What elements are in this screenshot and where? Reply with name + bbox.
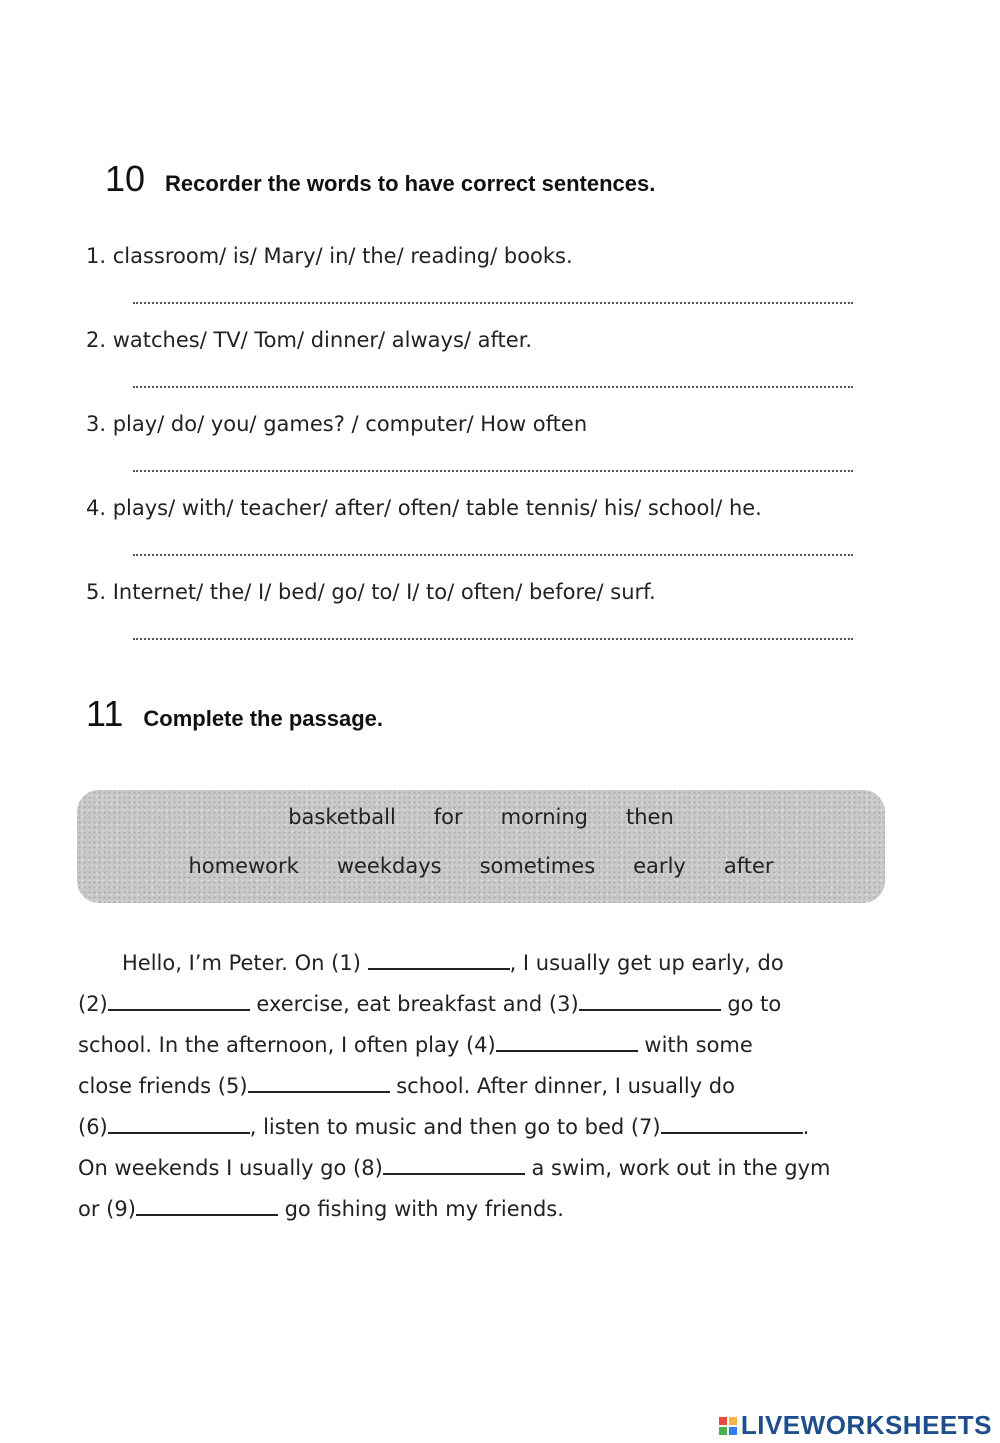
section-title: Recorder the words to have correct sentences. — [165, 171, 656, 196]
blank-5[interactable] — [248, 1073, 390, 1093]
blank-1[interactable] — [368, 950, 510, 970]
logo-squares-icon — [719, 1417, 737, 1435]
logo-square — [719, 1417, 727, 1425]
passage-text: school. After dinner, I usually do — [389, 1074, 735, 1098]
answer-line-1[interactable] — [133, 302, 853, 304]
passage-text: (2) — [78, 992, 108, 1016]
passage-text: go fishing with my friends. — [277, 1197, 564, 1221]
passage-line-4 — [78, 1073, 886, 1098]
answer-line-5[interactable] — [133, 638, 853, 640]
blank-9[interactable] — [136, 1196, 278, 1216]
word-bank-word: then — [626, 805, 674, 829]
passage-text: with some — [637, 1033, 753, 1057]
passage-text: , I usually get up early, do — [509, 951, 784, 975]
word-bank-word: basketball — [288, 805, 396, 829]
passage-text: close friends (5) — [78, 1074, 248, 1098]
passage-text: , listen to music and then go to bed (7) — [249, 1115, 661, 1139]
passage-text: or (9) — [78, 1197, 136, 1221]
passage-text: (6) — [78, 1115, 108, 1139]
word-bank-word: early — [633, 854, 686, 878]
word-bank-row-2 — [77, 854, 885, 878]
sentence-item-1: 1. classroom/ is/ Mary/ in/ the/ reading/ books. — [86, 244, 573, 268]
passage-line-3 — [78, 1032, 886, 1057]
answer-line-3[interactable] — [133, 470, 853, 472]
blank-2[interactable] — [108, 991, 250, 1011]
section-number: 11 — [86, 693, 124, 734]
passage-line-2 — [78, 991, 886, 1016]
logo-square — [729, 1417, 737, 1425]
passage-text: . — [802, 1115, 810, 1139]
passage-line-7 — [78, 1196, 886, 1221]
section-title: Complete the passage. — [143, 706, 384, 731]
sentence-item-4: 4. plays/ with/ teacher/ after/ often/ table tennis/ his/ school/ he. — [86, 496, 762, 520]
section-number: 10 — [105, 158, 146, 199]
section-10-header — [105, 158, 655, 200]
logo-square — [719, 1427, 727, 1435]
word-bank-word: sometimes — [479, 854, 596, 878]
section-11-header — [86, 693, 383, 735]
passage-text: exercise, eat breakfast and (3) — [249, 992, 579, 1016]
liveworksheets-logo[interactable] — [719, 1410, 992, 1441]
passage-text: go to — [720, 992, 782, 1016]
blank-4[interactable] — [496, 1032, 638, 1052]
passage-text: school. In the afternoon, I often play (4) — [78, 1033, 496, 1057]
passage-text: Hello, I’m Peter. On (1) — [122, 951, 368, 975]
answer-line-2[interactable] — [133, 386, 853, 388]
blank-8[interactable] — [383, 1155, 525, 1175]
blank-7[interactable] — [661, 1114, 803, 1134]
word-bank-word: morning — [500, 805, 589, 829]
passage-text: a swim, work out in the gym — [524, 1156, 831, 1180]
passage-line-5 — [78, 1114, 886, 1139]
sentence-item-3: 3. play/ do/ you/ games? / computer/ How often — [86, 412, 588, 436]
word-bank — [77, 790, 885, 903]
word-bank-word: after — [723, 854, 774, 878]
logo-text: LIVEWORKSHEETS — [740, 1410, 992, 1440]
blank-6[interactable] — [108, 1114, 250, 1134]
answer-line-4[interactable] — [133, 554, 853, 556]
passage-line-1 — [78, 950, 886, 975]
word-bank-word: weekdays — [336, 854, 442, 878]
word-bank-word: homework — [188, 854, 299, 878]
word-bank-word: for — [433, 805, 463, 829]
sentence-item-2: 2. watches/ TV/ Tom/ dinner/ always/ after. — [86, 328, 533, 352]
sentence-item-5: 5. Internet/ the/ I/ bed/ go/ to/ I/ to/ often/ before/ surf. — [86, 580, 656, 604]
word-bank-row-1 — [77, 805, 885, 829]
passage-text: On weekends I usually go (8) — [78, 1156, 383, 1180]
passage-line-6 — [78, 1155, 886, 1180]
blank-3[interactable] — [579, 991, 721, 1011]
logo-square — [729, 1427, 737, 1435]
